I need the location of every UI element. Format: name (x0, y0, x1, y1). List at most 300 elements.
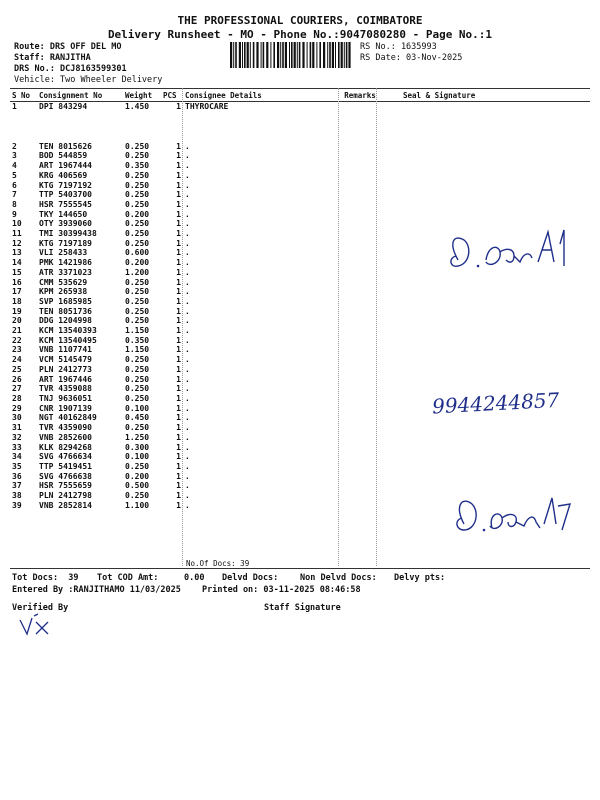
cell-remarks (341, 268, 379, 278)
cell-consignee: . (185, 413, 190, 423)
cell-remarks (341, 102, 379, 112)
cell-weight: 1.250 (125, 432, 150, 442)
cell-remarks (341, 394, 379, 404)
cell-weight: 0.200 (125, 209, 150, 219)
cell-consignee: THYROCARE (185, 102, 229, 111)
cell-consignee: . (185, 326, 190, 336)
total-docs: Tot Docs: 39 (12, 573, 79, 583)
cell-consignment-no: KCM 13540393 (39, 326, 97, 336)
table-row (10, 316, 590, 326)
cell-remarks (341, 190, 379, 200)
cell-remarks (341, 307, 379, 317)
cell-consignment-no: KRG 406569 (39, 170, 88, 180)
column-divider (182, 88, 183, 566)
cell-consignment-no: TTP 5403700 (39, 190, 92, 200)
cell-consignee: . (185, 452, 190, 462)
cell-seal-signature (379, 462, 590, 472)
cell-sno: 27 (12, 384, 22, 394)
cell-consignment-no: HSR 7555545 (39, 199, 92, 209)
drs-number: DRS No.: DCJ8163599301 (14, 64, 127, 74)
cell-weight: 0.250 (125, 151, 150, 161)
cell-weight: 0.250 (125, 306, 150, 316)
cell-consignment-no: TVR 4359090 (39, 423, 92, 433)
cell-sno: 8 (12, 199, 17, 209)
cell-pcs: 1 (176, 199, 181, 209)
cell-sno: 5 (12, 170, 17, 180)
cell-seal-signature (379, 151, 590, 161)
cell-weight: 0.250 (125, 287, 150, 297)
cell-sno: 38 (12, 491, 22, 501)
cell-pcs: 1 (176, 180, 181, 190)
cell-remarks (341, 326, 379, 336)
table-row (10, 423, 590, 433)
col-consignment: Consignment No (37, 89, 123, 102)
cell-sno: 7 (12, 190, 17, 200)
cell-consignee: . (185, 258, 190, 268)
cell-consignee: . (185, 161, 190, 171)
cell-sno: 11 (12, 229, 22, 239)
cell-sno: 9 (12, 209, 17, 219)
cell-pcs: 1 (176, 306, 181, 316)
cell-pcs: 1 (176, 190, 181, 200)
barcode-bar (341, 42, 343, 68)
cell-remarks (341, 142, 379, 152)
barcode-bar (335, 42, 336, 68)
cell-sno: 28 (12, 393, 22, 403)
cell-weight: 0.250 (125, 374, 150, 384)
cell-sno: 36 (12, 471, 22, 481)
cell-consignee: . (185, 238, 190, 248)
cell-weight: 0.250 (125, 423, 150, 433)
barcode-bar (270, 42, 271, 68)
cell-seal-signature (379, 161, 590, 171)
cell-pcs: 1 (176, 248, 181, 258)
barcode-bar (291, 42, 293, 68)
cell-sno: 35 (12, 461, 22, 471)
barcode-bar (332, 42, 334, 68)
cell-weight: 1.100 (125, 500, 150, 510)
table-row (10, 326, 590, 336)
cell-weight: 0.600 (125, 248, 150, 258)
cell-consignment-no: TNJ 9636051 (39, 393, 92, 403)
barcode-bar (285, 42, 287, 68)
cell-consignment-no: ART 1967444 (39, 161, 92, 171)
barcode-bar (327, 42, 328, 68)
cell-consignment-no: KPM 265938 (39, 287, 88, 297)
spacer-row (10, 112, 590, 142)
cell-pcs: 1 (176, 355, 181, 365)
table-row (10, 472, 590, 482)
cell-consignee: . (185, 190, 190, 200)
route-label: Route: DRS OFF DEL MO (14, 42, 122, 52)
cell-sno: 17 (12, 287, 22, 297)
cell-consignee: . (185, 335, 190, 345)
col-consignee: Consignee Details (183, 89, 341, 102)
barcode-bar (282, 42, 284, 68)
cell-consignee: . (185, 432, 190, 442)
cell-remarks (341, 219, 379, 229)
barcode-bar (297, 42, 298, 68)
barcode-bar (233, 42, 234, 68)
cell-sno: 13 (12, 248, 22, 258)
verified-initials (18, 612, 58, 640)
cell-seal-signature (379, 365, 590, 375)
table-row (10, 355, 590, 365)
table-row (10, 210, 590, 220)
cell-sno: 18 (12, 296, 22, 306)
cell-seal-signature (379, 355, 590, 365)
cell-remarks (341, 248, 379, 258)
cell-consignee: . (185, 306, 190, 316)
cell-consignee: . (185, 229, 190, 239)
cell-remarks (341, 210, 379, 220)
barcode-bar (319, 42, 321, 68)
cell-remarks (341, 375, 379, 385)
total-cod-amount: Tot COD Amt: 0.00 (97, 573, 205, 583)
cell-seal-signature (379, 433, 590, 443)
cell-seal-signature (379, 423, 590, 433)
printed-on: Printed on: 03-11-2025 08:46:58 (202, 585, 361, 595)
cell-consignee: . (185, 345, 190, 355)
cell-weight: 0.250 (125, 364, 150, 374)
cell-consignment-no: VLI 258433 (39, 248, 88, 258)
cell-consignment-no: OTY 3939060 (39, 219, 92, 229)
cell-pcs: 1 (176, 481, 181, 491)
cell-consignee: . (185, 287, 190, 297)
cell-sno: 39 (12, 500, 22, 510)
cell-sno: 1 (12, 102, 17, 111)
cell-consignment-no: VNB 2852600 (39, 432, 92, 442)
cell-consignment-no: SVG 4766638 (39, 471, 92, 481)
cell-weight: 0.250 (125, 296, 150, 306)
cell-weight: 0.250 (125, 238, 150, 248)
non-delivered-docs: Non Delvd Docs: (300, 573, 377, 583)
cell-remarks (341, 181, 379, 191)
vehicle-label: Vehicle: Two Wheeler Delivery (14, 75, 163, 85)
table-row (10, 375, 590, 385)
delivered-docs: Delvd Docs: (222, 573, 279, 583)
staff-label: Staff: RANJITHA (14, 53, 91, 63)
entered-by: Entered By :RANJITHAMO 11/03/2025 (12, 585, 181, 595)
barcode-bar (256, 42, 258, 68)
col-sno: S No (10, 89, 37, 102)
no-of-docs: No.Of Docs: 39 (186, 559, 250, 568)
cell-remarks (341, 297, 379, 307)
cell-seal-signature (379, 190, 590, 200)
table-row (10, 142, 590, 152)
cell-seal-signature (379, 297, 590, 307)
cell-sno: 29 (12, 403, 22, 413)
cell-consignee: . (185, 364, 190, 374)
cell-sno: 10 (12, 219, 22, 229)
cell-consignment-no: CMM 535629 (39, 277, 88, 287)
barcode-bar (323, 42, 325, 68)
cell-consignment-no: DPI 843294 (39, 102, 88, 111)
cell-remarks (341, 200, 379, 210)
column-divider (376, 88, 377, 566)
cell-pcs: 1 (176, 258, 181, 268)
cell-consignee: . (185, 355, 190, 365)
table-row (10, 181, 590, 191)
cell-remarks (341, 258, 379, 268)
cell-remarks (341, 472, 379, 482)
cell-remarks (341, 404, 379, 414)
cell-remarks (341, 452, 379, 462)
staff-signature-label: Staff Signature (264, 603, 341, 613)
cell-consignee: . (185, 209, 190, 219)
cell-sno: 20 (12, 316, 22, 326)
barcode-bar (338, 42, 340, 68)
table-row (10, 151, 590, 161)
handwritten-signature-1 (440, 222, 580, 282)
barcode-bar (294, 42, 296, 68)
barcode-bar (346, 42, 348, 68)
cell-pcs: 1 (176, 471, 181, 481)
barcode-bar (239, 42, 241, 68)
cell-weight: 0.250 (125, 461, 150, 471)
cell-pcs: 1 (176, 364, 181, 374)
cell-seal-signature (379, 345, 590, 355)
cell-pcs: 1 (176, 442, 181, 452)
cell-consignee: . (185, 461, 190, 471)
barcode-bar (277, 42, 279, 68)
table-bottom-rule (10, 568, 590, 569)
cell-consignee: . (185, 170, 190, 180)
cell-consignee: . (185, 471, 190, 481)
cell-consignee: . (185, 296, 190, 306)
cell-consignee: . (185, 403, 190, 413)
cell-remarks (341, 316, 379, 326)
phone-number-text: 9944244857 (431, 387, 560, 419)
cell-remarks (341, 278, 379, 288)
cell-weight: 0.250 (125, 491, 150, 501)
cell-consignee: . (185, 316, 190, 326)
cell-consignment-no: CNR 1907139 (39, 403, 92, 413)
cell-pcs: 1 (176, 170, 181, 180)
table-row (10, 190, 590, 200)
cell-weight: 0.250 (125, 316, 150, 326)
cell-weight: 0.250 (125, 277, 150, 287)
table-row (10, 161, 590, 171)
cell-consignment-no: TKY 144650 (39, 209, 88, 219)
cell-pcs: 1 (176, 393, 181, 403)
cell-sno: 33 (12, 442, 22, 452)
cell-weight: 1.150 (125, 345, 150, 355)
delivery-points: Delvy pts: (394, 573, 446, 583)
handwritten-phone-number (428, 384, 578, 420)
cell-sno: 14 (12, 258, 22, 268)
barcode-bar (280, 42, 281, 68)
cell-weight: 0.250 (125, 393, 150, 403)
cell-pcs: 1 (176, 374, 181, 384)
cell-pcs: 1 (176, 102, 181, 111)
cell-consignment-no: SVP 1685985 (39, 296, 92, 306)
cell-consignment-no: ART 1967446 (39, 374, 92, 384)
cell-weight: 0.100 (125, 452, 150, 462)
barcode-bar (310, 42, 312, 68)
cell-remarks (341, 345, 379, 355)
table-row (10, 345, 590, 355)
cell-sno: 2 (12, 141, 17, 151)
cell-pcs: 1 (176, 403, 181, 413)
rs-date: RS Date: 03-Nov-2025 (360, 53, 463, 63)
cell-consignee: . (185, 199, 190, 209)
cell-consignee: . (185, 180, 190, 190)
cell-consignment-no: NGT 40162849 (39, 413, 97, 423)
cell-pcs: 1 (176, 277, 181, 287)
barcode-bar (312, 42, 314, 68)
barcode-bar (344, 42, 345, 68)
barcode-bar (261, 42, 262, 68)
cell-pcs: 1 (176, 335, 181, 345)
cell-weight: 0.250 (125, 190, 150, 200)
cell-consignee: . (185, 384, 190, 394)
cell-weight: 0.250 (125, 170, 150, 180)
table-row (10, 102, 590, 112)
cell-weight: 1.450 (125, 102, 150, 111)
barcode-image (230, 42, 354, 68)
cell-consignment-no: PLN 2412773 (39, 364, 92, 374)
cell-remarks (341, 355, 379, 365)
cell-pcs: 1 (176, 209, 181, 219)
cell-seal-signature (379, 210, 590, 220)
cell-weight: 0.500 (125, 481, 150, 491)
cell-remarks (341, 336, 379, 346)
cell-consignment-no: TVR 4359088 (39, 384, 92, 394)
cell-weight: 0.200 (125, 471, 150, 481)
cell-pcs: 1 (176, 452, 181, 462)
cell-sno: 26 (12, 374, 22, 384)
cell-pcs: 1 (176, 219, 181, 229)
cell-consignee: . (185, 374, 190, 384)
cell-consignee: . (185, 151, 190, 161)
cell-remarks (341, 239, 379, 249)
cell-consignment-no: KCM 13540495 (39, 335, 97, 345)
cell-sno: 3 (12, 151, 17, 161)
col-remarks: Remarks (341, 89, 379, 102)
cell-seal-signature (379, 307, 590, 317)
cell-remarks (341, 462, 379, 472)
cell-pcs: 1 (176, 287, 181, 297)
cell-sno: 23 (12, 345, 22, 355)
cell-pcs: 1 (176, 238, 181, 248)
cell-remarks (341, 161, 379, 171)
cell-sno: 37 (12, 481, 22, 491)
barcode-bar (329, 42, 331, 68)
barcode-bar (242, 42, 243, 68)
cell-seal-signature (379, 316, 590, 326)
cell-remarks (341, 491, 379, 501)
barcode-bar (253, 42, 255, 68)
spacer-cell (10, 112, 590, 142)
cell-remarks (341, 423, 379, 433)
cell-remarks (341, 501, 379, 511)
cell-weight: 0.300 (125, 442, 150, 452)
cell-seal-signature (379, 287, 590, 297)
cell-pcs: 1 (176, 423, 181, 433)
cell-remarks (341, 433, 379, 443)
cell-consignment-no: HSR 7555659 (39, 481, 92, 491)
barcode-bar (250, 42, 251, 68)
cell-seal-signature (379, 452, 590, 462)
barcode-bar (263, 42, 265, 68)
cell-sno: 30 (12, 413, 22, 423)
barcode-bar (302, 42, 304, 68)
cell-consignment-no: VCM 5145479 (39, 355, 92, 365)
cell-consignee: . (185, 481, 190, 491)
cell-consignee: . (185, 442, 190, 452)
cell-seal-signature (379, 443, 590, 453)
cell-consignment-no: ATR 3371023 (39, 267, 92, 277)
cell-pcs: 1 (176, 326, 181, 336)
table-row (10, 200, 590, 210)
column-divider (338, 88, 339, 566)
cell-weight: 1.150 (125, 326, 150, 336)
runsheet-table (10, 88, 590, 510)
cell-seal-signature (379, 200, 590, 210)
cell-consignment-no: TMI 30399438 (39, 229, 97, 239)
table-header-row (10, 89, 590, 102)
cell-weight: 0.250 (125, 219, 150, 229)
cell-consignee: . (185, 248, 190, 258)
cell-weight: 0.250 (125, 384, 150, 394)
cell-weight: 0.350 (125, 335, 150, 345)
cell-pcs: 1 (176, 296, 181, 306)
table-row (10, 365, 590, 375)
barcode-bar (244, 42, 246, 68)
cell-consignee: . (185, 267, 190, 277)
cell-consignment-no: TTP 5419451 (39, 461, 92, 471)
table-row (10, 171, 590, 181)
cell-sno: 6 (12, 180, 17, 190)
cell-pcs: 1 (176, 500, 181, 510)
cell-pcs: 1 (176, 384, 181, 394)
cell-consignment-no: VNB 1107741 (39, 345, 92, 355)
cell-weight: 1.200 (125, 267, 150, 277)
cell-pcs: 1 (176, 461, 181, 471)
cell-weight: 0.350 (125, 161, 150, 171)
table-row (10, 307, 590, 317)
cell-sno: 25 (12, 364, 22, 374)
cell-seal-signature (379, 472, 590, 482)
cell-consignment-no: BOD 544859 (39, 151, 88, 161)
cell-sno: 32 (12, 432, 22, 442)
cell-consignment-no: KLK 8294268 (39, 442, 92, 452)
runsheet-subtitle: Delivery Runsheet - MO - Phone No.:9047080280 - Page No.:1 (107, 28, 493, 41)
cell-remarks (341, 384, 379, 394)
cell-seal-signature (379, 142, 590, 152)
table-row (10, 462, 590, 472)
cell-pcs: 1 (176, 316, 181, 326)
barcode-bar (307, 42, 308, 68)
col-pcs: PCS (161, 89, 183, 102)
barcode-bar (316, 42, 317, 68)
cell-consignment-no: VNB 2852814 (39, 500, 92, 510)
barcode-bar (299, 42, 301, 68)
cell-sno: 19 (12, 306, 22, 316)
cell-remarks (341, 229, 379, 239)
col-seal-signature: Seal & Signature (379, 89, 590, 102)
cell-consignee: . (185, 393, 190, 403)
table-row (10, 287, 590, 297)
cell-seal-signature (379, 171, 590, 181)
cell-weight: 0.250 (125, 141, 150, 151)
cell-weight: 0.250 (125, 229, 150, 239)
cell-weight: 0.250 (125, 180, 150, 190)
barcode-bar (235, 42, 237, 68)
cell-sno: 34 (12, 452, 22, 462)
cell-consignment-no: DDG 1204998 (39, 316, 92, 326)
